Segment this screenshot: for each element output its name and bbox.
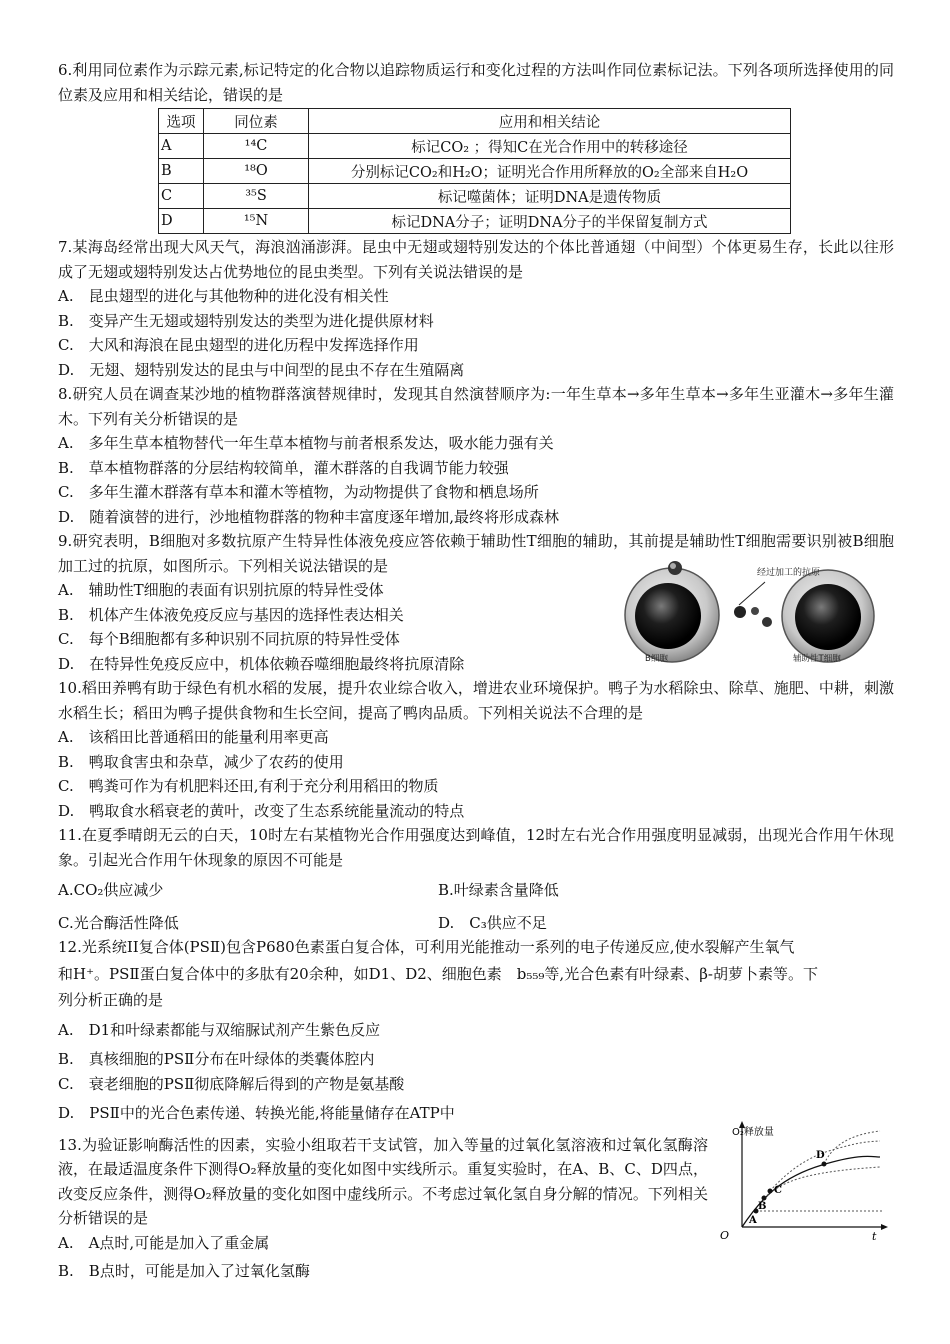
- antigen-receptor-contact: [734, 582, 772, 627]
- q12-option-d: D. PSⅡ中的光合色素传递、转换光能,将能量储存在ATP中: [58, 1104, 455, 1122]
- q8-option-b: B. 草本植物群落的分层结构较简单，灌木群落的自我调节能力较强: [58, 458, 509, 477]
- b-cell-shape: [625, 561, 719, 662]
- q9-option-d: D. 在特异性免疫反应中，机体依赖吞噬细胞最终将抗原清除: [58, 654, 465, 673]
- q13-stem: 13.为验证影响酶活性的因素，实验小组取若干支试管，加入等量的过氧化氢溶液和过氧化氢酶溶液，在最适温度条件下测得O₂释放量的变化如图中实线所示。重复实验时，在A、B、C、D四点，改变反应条件，测得O₂释放量的变化如图中虚线所示。不考虑过氧化氢自身分解的情况。下列相关分析错误的是: [58, 1135, 708, 1227]
- table-cell: A: [159, 134, 204, 159]
- cell-interaction-figure: [615, 560, 890, 665]
- q11-option-d: D. C₃供应不足: [438, 913, 547, 932]
- solid-curve: [742, 1156, 880, 1227]
- q13-option-b: B. B点时，可能是加入了过氧化氢酶: [58, 1262, 310, 1280]
- q7-stem: 7.某海岛经常出现大风天气，海浪汹涌澎湃。昆虫中无翅或翅特别发达的个体比普通翅（中间型）个体更易生存，长此以往形成了无翅或翅特别发达占优势地位的昆虫类型。下列有关说法错误的是: [58, 238, 894, 281]
- o2-release-graph: [712, 1117, 892, 1242]
- q10-stem: 10.稻田养鸭有助于绿色有机水稻的发展，提升农业综合收入，增进农业环境保护。鸭子为水稻除虫、除草、施肥、中耕，刺激水稻生长；稻田为鸭子提供食物和生长空间，提高了鸭肉品质。下列相关说法不合理的是: [58, 679, 894, 722]
- table-cell: ¹⁸O: [204, 159, 309, 184]
- point-d-label: D: [816, 1150, 825, 1161]
- table-cell: C: [159, 184, 204, 209]
- q10-option-b: B. 鸭取食害虫和杂草，减少了农药的使用: [58, 752, 344, 771]
- q7-option-c: C. 大风和海浪在昆虫翅型的进化历程中发挥选择作用: [58, 336, 419, 354]
- point-b: [762, 1196, 767, 1201]
- q11-option-b: B.叶绿素含量降低: [438, 881, 559, 899]
- origin-label: O: [720, 1229, 730, 1242]
- th-conclusion: 应用和相关结论: [309, 109, 791, 134]
- t-cell-shape: [782, 570, 874, 662]
- q11-options-row2: [58, 911, 894, 936]
- q10-option-c: C. 鸭粪可作为有机肥料还田,有利于充分利用稻田的物质: [58, 777, 439, 795]
- q11-option-c: C.光合酶活性降低: [58, 913, 179, 932]
- dashed-curve-d: [824, 1131, 880, 1164]
- q10-option-d: D. 鸭取食水稻衰老的黄叶，改变了生态系统能量流动的特点: [58, 801, 465, 820]
- table-cell: ¹⁵N: [204, 209, 309, 234]
- q7-option-a: A. 昆虫翅型的进化与其他物种的进化没有相关性: [58, 287, 389, 305]
- q9-option-a: A. 辅助性T细胞的表面有识别抗原的特异性受体: [58, 581, 384, 599]
- table-cell: 标记噬菌体；证明DNA是遗传物质: [309, 184, 791, 209]
- q12-stem-line2: 和H⁺。PSⅡ蛋白复合体中的多肽有20余种，如D1、D2、细胞色素 b₅₅₉等,光合色素有叶绿素、β-胡萝卜素等。下: [58, 964, 818, 983]
- q13-option-a: A. A点时,可能是加入了重金属: [58, 1233, 270, 1252]
- q12-option-b: B. 真核细胞的PSⅡ分布在叶绿体的类囊体腔内: [58, 1050, 375, 1068]
- point-c: [768, 1189, 773, 1194]
- q7-option-b: B. 变异产生无翅或翅特别发达的类型为进化提供原材料: [58, 311, 434, 330]
- q10-option-a: A. 该稻田比普通稻田的能量利用率更高: [58, 728, 329, 746]
- q12-option-a: A. D1和叶绿素都能与双缩脲试剂产生紫色反应: [58, 1020, 381, 1039]
- point-c-label: C: [774, 1185, 782, 1196]
- antigen-label: 经过加工的抗原: [757, 568, 821, 578]
- q9-stem: 9.研究表明，B细胞对多数抗原产生特异性体液免疫应答依赖于辅助性T细胞的辅助，其前提是辅助性T细胞需要识别被B细胞加工过的抗原，如图所示。下列相关说法错误的是: [58, 532, 894, 575]
- point-a-label: A: [749, 1215, 757, 1226]
- th-isotope: 同位素: [204, 109, 309, 134]
- table-cell: ³⁵S: [204, 184, 309, 209]
- q8-stem: 8.研究人员在调查某沙地的植物群落演替规律时，发现其自然演替顺序为:一年生草本→多年生草本→多年生亚灌木→多年生灌木。下列有关分析错误的是: [58, 385, 894, 428]
- q12-stem-line1: 12.光系统II复合体(PSⅡ)包含P680色素蛋白复合体，可利用光能推动一系列的电子传递反应,使水裂解产生氧气: [58, 938, 795, 956]
- point-b-label: B: [758, 1201, 767, 1212]
- table-cell: 标记DNA分子；证明DNA分子的半保留复制方式: [309, 209, 791, 234]
- q12-stem-line3: 列分析正确的是: [58, 991, 164, 1009]
- table-cell: D: [159, 209, 204, 234]
- isotope-table: [158, 108, 791, 234]
- y-axis-label: O₂释放量: [732, 1127, 774, 1138]
- q8-option-d: D. 随着演替的进行，沙地植物群落的物种丰富度逐年增加,最终将形成森林: [58, 507, 560, 526]
- q9-option-b: B. 机体产生体液免疫反应与基因的选择性表达相关: [58, 605, 404, 624]
- q9-option-c: C. 每个B细胞都有多种识别不同抗原的特异性受体: [58, 630, 400, 648]
- q6-stem: 6.利用同位素作为示踪元素,标记特定的化合物以追踪物质运行和变化过程的方法叫作同位素标记法。下列各项所选择使用的同位素及应用和相关结论，错误的是: [58, 61, 894, 104]
- q7-option-d: D. 无翅、翅特别发达的昆虫与中间型的昆虫不存在生殖隔离: [58, 360, 465, 379]
- table-cell: B: [159, 159, 204, 184]
- q11-options-row1: [58, 878, 894, 903]
- t-cell-label: 辅助性T细胞: [793, 654, 841, 664]
- table-cell: 分别标记CO₂和H₂O；证明光合作用所释放的O₂全部来自H₂O: [309, 159, 791, 184]
- x-axis-label: t: [872, 1230, 877, 1242]
- q8-option-a: A. 多年生草本植物替代一年生草本植物与前者根系发达，吸水能力强有关: [58, 434, 554, 452]
- q12-option-c: C. 衰老细胞的PSⅡ彻底降解后得到的产物是氨基酸: [58, 1074, 405, 1093]
- exam-page: [58, 58, 894, 1284]
- table-cell: 标记CO₂ ；得知C在光合作用中的转移途径: [309, 134, 791, 159]
- table-cell: ¹⁴C: [204, 134, 309, 159]
- x-axis-arrow: [881, 1224, 888, 1230]
- q8-option-c: C. 多年生灌木群落有草本和灌木等植物，为动物提供了食物和栖息场所: [58, 483, 539, 501]
- b-cell-label: B细胞: [645, 654, 668, 664]
- q11-option-a: A.CO₂供应减少: [58, 881, 164, 899]
- q11-stem: 11.在夏季晴朗无云的白天，10时左右某植物光合作用强度达到峰值，12时左右光合作用强度明显减弱，出现光合作用午休现象。引起光合作用午休现象的原因不可能是: [58, 826, 894, 869]
- th-option: 选项: [159, 109, 204, 134]
- point-d: [822, 1162, 827, 1167]
